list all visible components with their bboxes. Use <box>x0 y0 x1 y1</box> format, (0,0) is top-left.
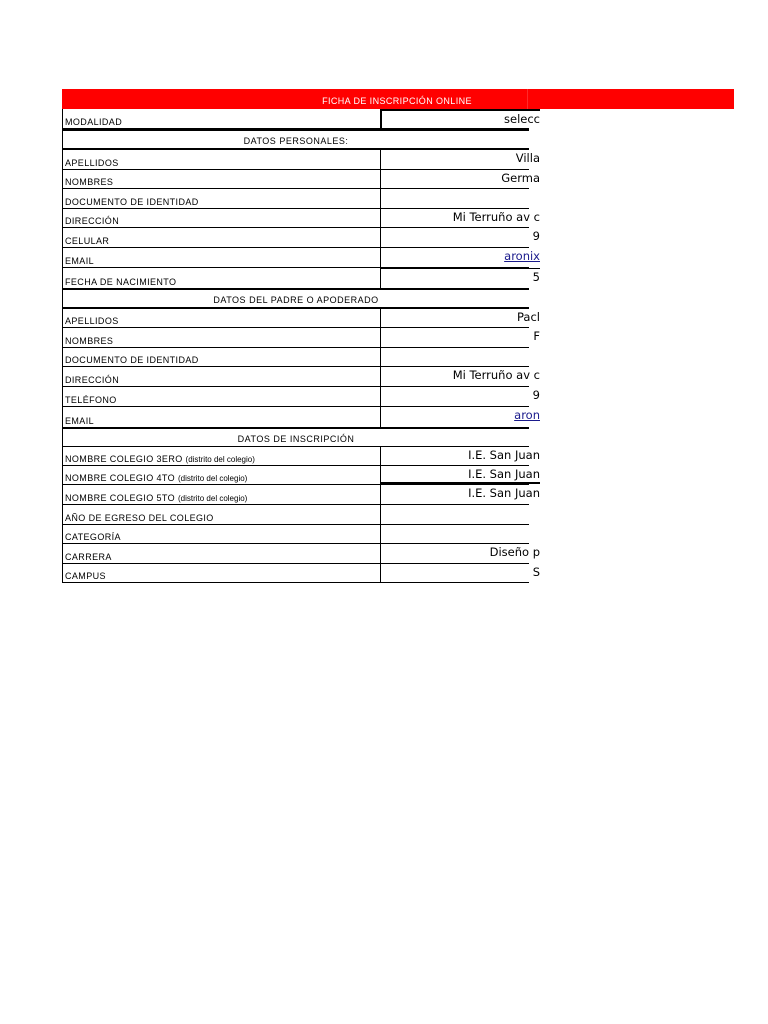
row-apellidos <box>62 150 540 170</box>
parent-email-label: EMAIL <box>65 416 95 426</box>
parent-apellidos-label: APELLIDOS <box>65 316 119 326</box>
row-parent-telefono <box>62 387 540 407</box>
egreso-field[interactable] <box>380 505 540 524</box>
row-fecha <box>62 268 540 288</box>
row-parent-nombres <box>62 328 540 348</box>
email-field[interactable] <box>380 248 540 267</box>
apellidos-label: APELLIDOS <box>65 158 119 168</box>
direccion-label: DIRECCIÓN <box>65 216 120 226</box>
cell-divider <box>527 89 528 109</box>
apellidos-field[interactable]: Villa <box>380 150 540 169</box>
row-documento <box>62 189 529 209</box>
colegio4-field[interactable]: I.E. San Juan <box>380 466 540 484</box>
parent-nombres-label: NOMBRES <box>65 336 114 346</box>
section-personal <box>62 129 529 150</box>
documento-label: DOCUMENTO DE IDENTIDAD <box>65 197 199 207</box>
colegio3-note: (distrito del colegio) <box>185 455 255 464</box>
row-categoria <box>62 525 529 544</box>
row-modalidad <box>62 109 540 129</box>
row-nombres <box>62 170 540 189</box>
row-parent-direccion <box>62 367 540 387</box>
parent-email-field[interactable] <box>380 407 540 427</box>
parent-telefono-label: TELÉFONO <box>65 395 117 405</box>
categoria-label: CATEGORÍA <box>65 532 121 542</box>
section-enrollment <box>62 427 529 447</box>
colegio3-label: NOMBRE COLEGIO 3ERO (distrito del colegio) <box>65 454 255 464</box>
colegio4-label: NOMBRE COLEGIO 4TO (distrito del colegio) <box>65 473 248 483</box>
modalidad-label: MODALIDAD <box>65 117 123 127</box>
parent-direccion-label: DIRECCIÓN <box>65 375 120 385</box>
fecha-label: FECHA DE NACIMIENTO <box>65 277 177 287</box>
direccion-field[interactable]: Mi Terruño av c <box>380 209 540 227</box>
colegio5-field[interactable]: I.E. San Juan <box>380 485 540 504</box>
carrera-field[interactable]: Diseño p <box>380 544 540 563</box>
section-parent-heading: DATOS DEL PADRE O APODERADO <box>213 295 379 305</box>
section-personal-heading: DATOS PERSONALES: <box>243 136 349 146</box>
row-parent-documento <box>62 348 529 367</box>
modalidad-select[interactable]: selecc <box>380 109 540 128</box>
row-campus <box>62 564 540 583</box>
row-carrera <box>62 544 540 564</box>
parent-nombres-field[interactable]: F <box>380 328 540 347</box>
row-colegio4 <box>62 466 540 485</box>
form-grid <box>62 109 540 583</box>
parent-email-link[interactable]: aron <box>514 408 540 422</box>
nombres-field[interactable]: Germa <box>380 170 540 188</box>
parent-direccion-field[interactable]: Mi Terruño av c <box>380 367 540 386</box>
parent-documento-field[interactable] <box>380 348 540 366</box>
colegio4-note: (distrito del colegio) <box>177 474 248 483</box>
section-enrollment-heading: DATOS DE INSCRIPCIÓN <box>237 434 355 444</box>
documento-field[interactable] <box>380 189 540 208</box>
row-email <box>62 248 540 268</box>
row-egreso <box>62 505 529 525</box>
email-label: EMAIL <box>65 256 95 266</box>
colegio5-label: NOMBRE COLEGIO 5TO (distrito del colegio) <box>65 493 248 503</box>
celular-field[interactable]: 9 <box>380 228 540 247</box>
form-title-bar <box>62 89 734 109</box>
celular-label: CELULAR <box>65 236 110 246</box>
colegio5-note: (distrito del colegio) <box>177 494 248 503</box>
row-direccion <box>62 209 540 228</box>
row-celular <box>62 228 540 248</box>
row-colegio5 <box>62 485 540 505</box>
parent-documento-label: DOCUMENTO DE IDENTIDAD <box>65 355 199 365</box>
row-colegio3 <box>62 447 540 466</box>
campus-label: CAMPUS <box>65 571 106 581</box>
nombres-label: NOMBRES <box>65 177 114 187</box>
section-parent <box>62 288 529 309</box>
parent-telefono-field[interactable]: 9 <box>380 387 540 406</box>
row-parent-apellidos <box>62 309 540 328</box>
egreso-label: AÑO DE EGRESO DEL COLEGIO <box>65 513 214 523</box>
email-link[interactable]: aronix <box>504 249 540 263</box>
carrera-label: CARRERA <box>65 552 112 562</box>
colegio3-field[interactable]: I.E. San Juan <box>380 447 540 465</box>
row-parent-email <box>62 407 540 427</box>
parent-apellidos-field[interactable]: Pacl <box>380 309 540 327</box>
form-title: FICHA DE INSCRIPCIÓN ONLINE <box>322 96 472 106</box>
categoria-field[interactable] <box>380 525 540 543</box>
fecha-field[interactable]: 5 <box>380 268 540 288</box>
campus-field[interactable]: S <box>380 564 540 582</box>
